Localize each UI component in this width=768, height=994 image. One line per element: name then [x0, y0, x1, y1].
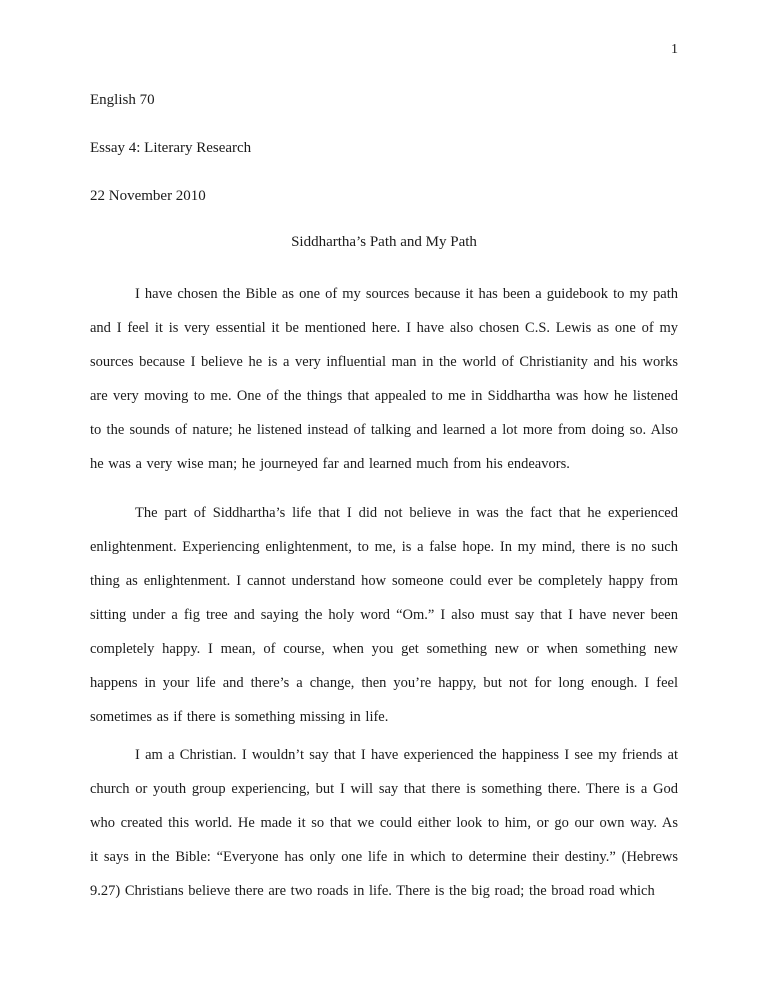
text-line: I have chosen the Bible as one of my sources because it has been a guidebook to my path [135, 286, 678, 302]
text-line: 9.27) Christians believe there are two roads in life. There is the big road; the broad road which [90, 883, 655, 899]
text-line: thing as enlightenment. I cannot understand how someone could ever be completely happy from [90, 573, 678, 589]
text-line: and I feel it is very essential it be mentioned here. I have also chosen C.S. Lewis as one of my [90, 320, 678, 336]
paragraph-enlightenment [90, 496, 678, 734]
text-line: sitting under a fig tree and saying the holy word “Om.” I also must say that I have never been [90, 607, 678, 623]
paragraph-sources [90, 277, 678, 481]
text-line: completely happy. I mean, of course, when you get something new or when something new [90, 641, 678, 657]
text-line: I am a Christian. I wouldn’t say that I have experienced the happiness I see my friends at [135, 747, 678, 763]
text-line: who created this world. He made it so that we could either look to him, or go our own way. As [90, 815, 678, 831]
text-line: happens in your life and there’s a change, then you’re happy, but not for long enough. I feel [90, 675, 678, 691]
heading-course: English 70 [90, 92, 155, 108]
text-line: to the sounds of nature; he listened instead of talking and learned a lot more from doing so. Also [90, 422, 678, 438]
essay-body [90, 277, 678, 908]
heading-assignment: Essay 4: Literary Research [90, 140, 252, 156]
paragraph-christian [90, 738, 678, 908]
text-line: The part of Siddhartha’s life that I did not believe in was the fact that he experienced [135, 505, 678, 521]
text-line: sources because I believe he is a very influential man in the world of Christianity and his works [90, 354, 678, 370]
heading-date: 22 November 2010 [90, 188, 206, 204]
text-line: it says in the Bible: “Everyone has only one life in which to determine their destiny.” (Hebrews [90, 849, 678, 865]
text-line: he was a very wise man; he journeyed far and learned much from his endeavors. [90, 456, 570, 472]
text-line: church or youth group experiencing, but I will say that there is something there. There is a God [90, 781, 678, 797]
text-line: enlightenment. Experiencing enlightenment, to me, is a false hope. In my mind, there is no such [90, 539, 678, 555]
page-number: 1 [671, 42, 678, 57]
text-line: are very moving to me. One of the things that appealed to me in Siddhartha was how he listened [90, 388, 678, 404]
text-line: sometimes as if there is something missing in life. [90, 709, 389, 725]
essay-title: Siddhartha’s Path and My Path [291, 234, 477, 250]
